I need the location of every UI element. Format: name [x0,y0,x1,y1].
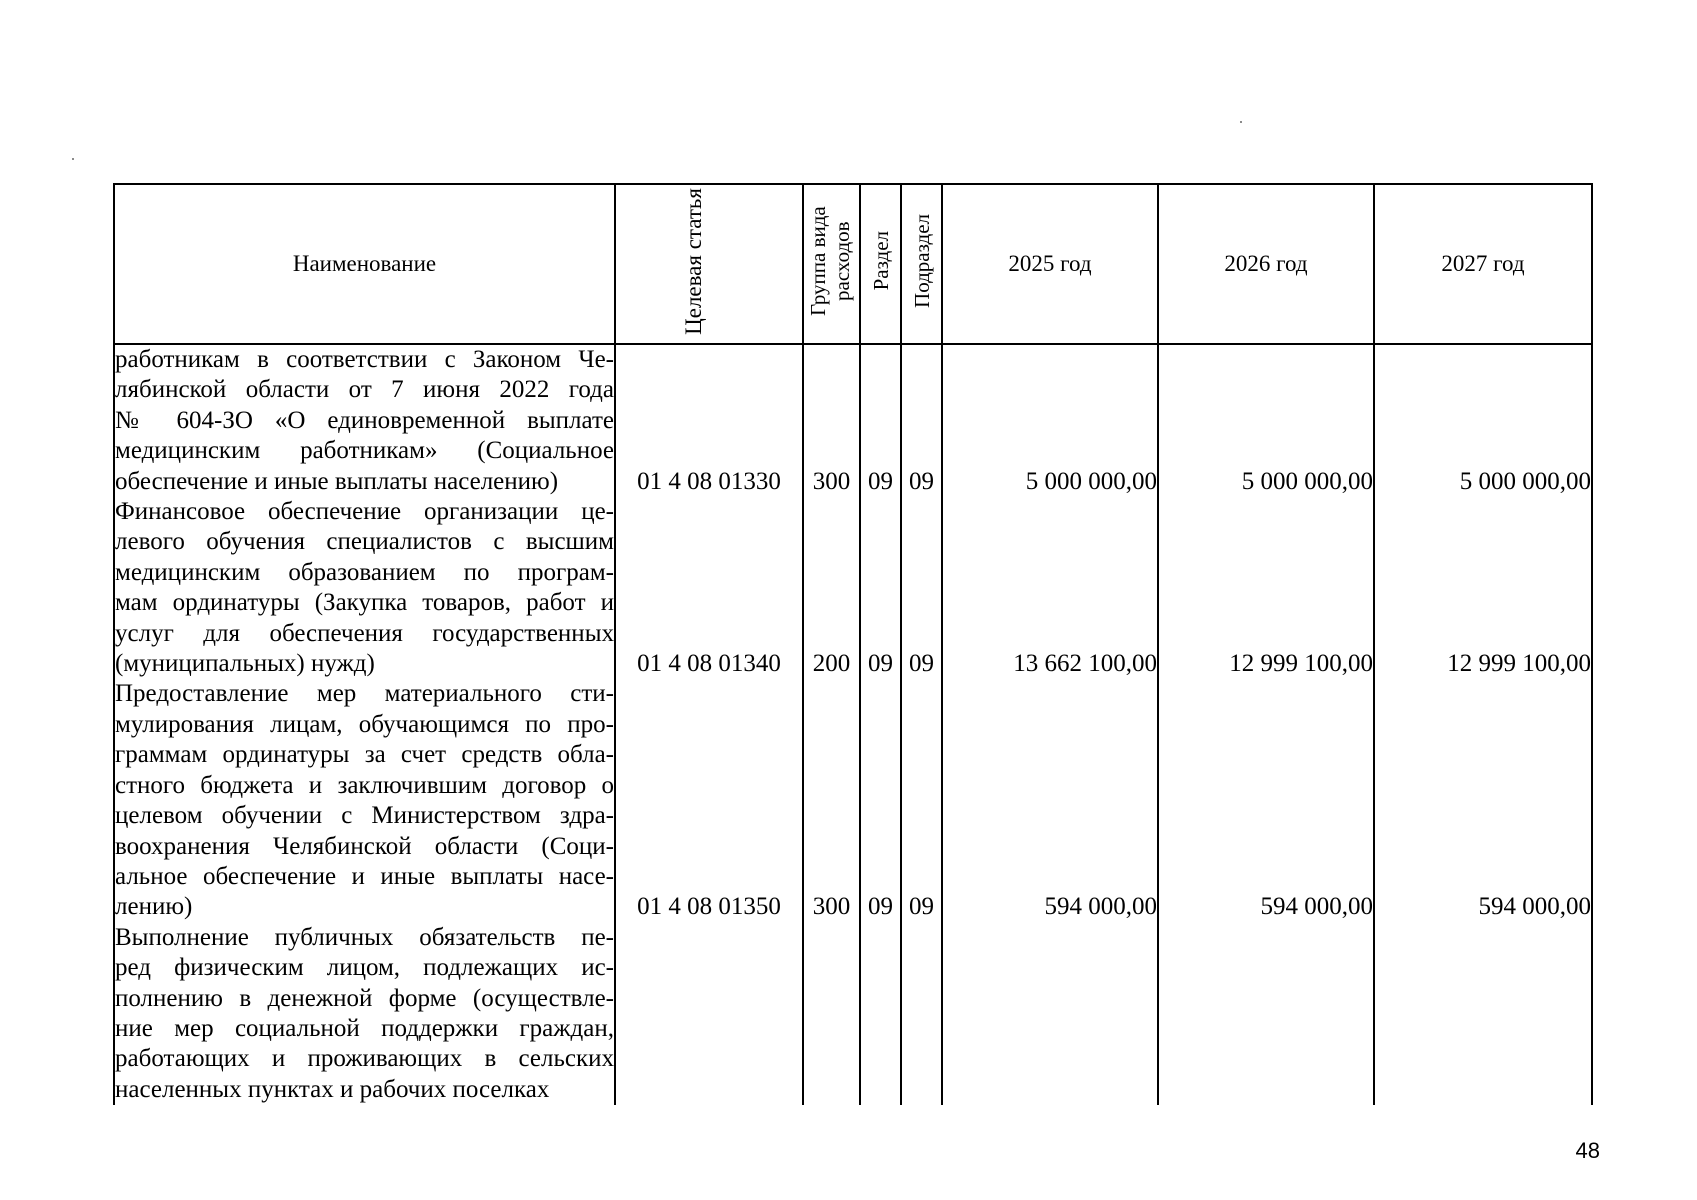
table-row [114,344,1592,497]
row-name-line: альное обеспечение и иные выплаты насе- [115,862,614,890]
row-amount-2025-value: 5 000 000,00 [1025,467,1157,495]
row-expense-group-value: 300 [812,467,851,495]
row-amount-2026 [1158,497,1374,679]
row-expense-group-value: 200 [812,650,851,678]
row-expense-group [803,679,860,922]
row-name-line: мулирования лицам, обучающимся по про- [115,710,614,738]
row-amount-2027 [1374,679,1592,922]
row-name-line: медицинским образованием по програм- [115,558,614,586]
scan-speck [72,158,74,160]
row-amount-2027-value: 12 999 100,00 [1447,650,1591,678]
row-amount-2027 [1374,923,1592,1105]
row-name-line: населенных пунктах и рабочих поселках [115,1075,550,1103]
row-amount-2027 [1374,497,1592,679]
row-name-line: ние мер социальной поддержки граждан, [115,1014,614,1042]
row-name-line: мам ординатуры (Закупка товаров, работ и [115,589,614,617]
table-header-row [114,184,1592,344]
row-name-line: № 604-ЗО «О единовременной выплате [115,406,614,434]
row-expense-group [803,923,860,1105]
scan-speck [1240,121,1242,123]
row-target-article-value: 01 4 08 01340 [637,650,781,678]
budget-table [113,183,1593,1105]
row-section [860,344,901,497]
row-name-line: граммам ординатуры за счет средств обла- [115,741,614,769]
row-subsection-value: 09 [909,650,934,678]
row-section [860,679,901,922]
row-target-article [615,923,803,1105]
row-amount-2025-value: 594 000,00 [1044,893,1157,921]
row-name [114,923,615,1105]
row-subsection [901,497,942,679]
row-expense-group [803,344,860,497]
row-name-line: целевом обучении с Министерством здра- [115,802,614,830]
row-subsection [901,679,942,922]
header-year-2025: 2025 год [942,184,1158,344]
row-target-article-value: 01 4 08 01350 [637,893,781,921]
row-subsection [901,923,942,1105]
row-target-article [615,679,803,922]
header-subsection: Подраздел [901,184,942,344]
row-subsection-value: 09 [909,893,934,921]
row-name-line: воохранения Челябинской области (Соци- [115,832,614,860]
row-section-value: 09 [868,650,893,678]
row-amount-2027-value: 594 000,00 [1478,893,1591,921]
row-target-article [615,497,803,679]
row-target-article [615,344,803,497]
row-name-line: медицинским работникам» (Социальное [115,437,614,465]
table-row [114,497,1592,679]
header-expense-group: Группа вида расходов [803,184,860,344]
row-amount-2026-value: 594 000,00 [1260,893,1373,921]
row-section [860,497,901,679]
row-subsection-value: 09 [909,467,934,495]
row-name-line: Финансовое обеспечение организации це- [115,498,614,526]
row-name [114,344,615,497]
row-amount-2027 [1374,344,1592,497]
row-name-line: Выполнение публичных обязательств пе- [115,923,614,951]
row-amount-2026 [1158,679,1374,922]
table-row [114,923,1592,1105]
row-section-value: 09 [868,467,893,495]
row-amount-2025 [942,344,1158,497]
row-target-article-value: 01 4 08 01330 [637,467,781,495]
row-amount-2025-value: 13 662 100,00 [1013,650,1157,678]
row-name-line: работающих и проживающих в сельских [115,1045,614,1073]
row-subsection [901,344,942,497]
row-amount-2026 [1158,923,1374,1105]
row-amount-2026-value: 12 999 100,00 [1229,650,1373,678]
header-name: Наименование [114,184,615,344]
row-section-value: 09 [868,893,893,921]
page-number: 48 [1575,1138,1600,1163]
row-name-line: обеспечение и иные выплаты населению) [115,467,559,495]
row-name-line: услуг для обеспечения государственных [115,619,614,647]
row-name-line: левого обучения специалистов с высшим [115,528,614,556]
row-name [114,497,615,679]
row-amount-2026-value: 5 000 000,00 [1241,467,1373,495]
row-amount-2025 [942,497,1158,679]
row-amount-2026 [1158,344,1374,497]
row-name-line: лению) [115,893,193,921]
row-section [860,923,901,1105]
row-amount-2025 [942,923,1158,1105]
header-target-article: Целевая статья [615,184,803,344]
header-year-2026: 2026 год [1158,184,1374,344]
row-name-line: Предоставление мер материального сти- [115,680,614,708]
row-name-line: полнению в денежной форме (осуществле- [115,984,614,1012]
row-name-line: стного бюджета и заключившим договор о [115,771,614,799]
row-expense-group-value: 300 [812,893,851,921]
row-name-line: ред физическим лицом, подлежащих ис- [115,954,614,982]
row-name-line: лябинской области от 7 июня 2022 года [115,376,614,404]
row-expense-group [803,497,860,679]
row-amount-2027-value: 5 000 000,00 [1459,467,1591,495]
header-year-2027: 2027 год [1374,184,1592,344]
row-name-line: (муниципальных) нужд) [115,650,375,678]
row-name-line: работникам в соответствии с Законом Че- [115,346,614,373]
table-row [114,679,1592,922]
row-name [114,679,615,922]
row-amount-2025 [942,679,1158,922]
header-section: Раздел [860,184,901,344]
